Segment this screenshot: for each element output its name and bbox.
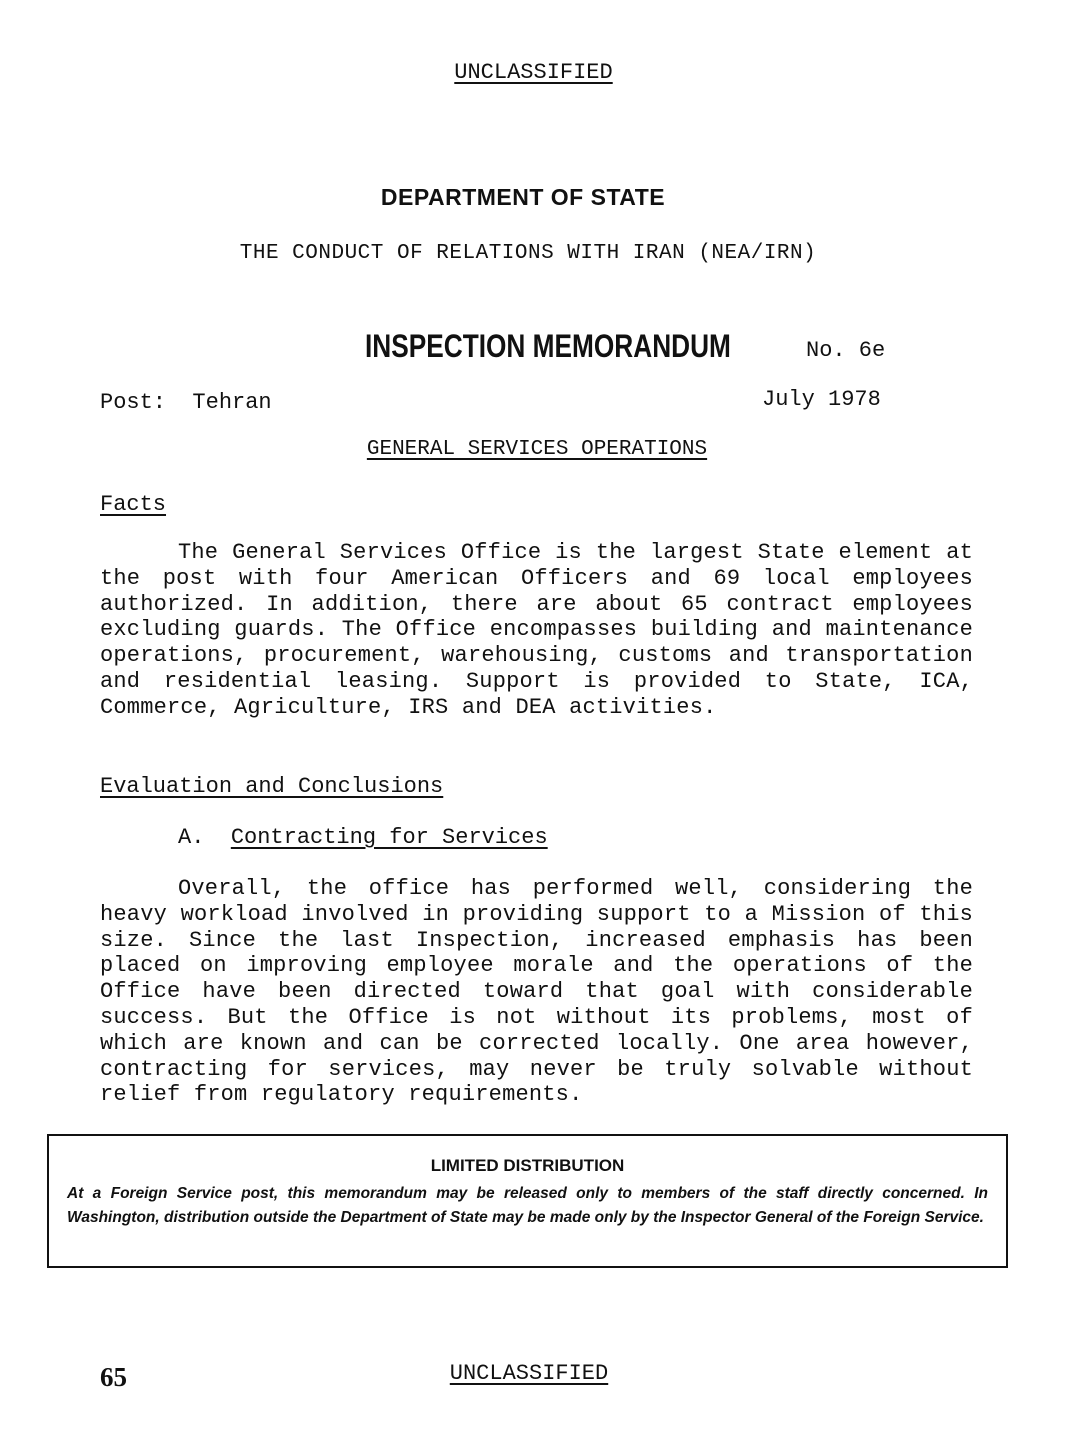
subsection-heading [178, 825, 548, 850]
memo-number: No. 6e [806, 338, 886, 363]
subsection-title: Contracting for Services [230, 825, 548, 850]
memo-date: July 1978 [762, 387, 881, 412]
classification-bottom [0, 1361, 1058, 1386]
classification-bottom-text: UNCLASSIFIED [449, 1361, 609, 1386]
evaluation-paragraph: Overall, the office has performed well, considering the heavy workload involved in providing support to a Mission of this size. Since the last Inspection, increased emphasis has been placed on improving employee morale and the operations of the Office have been directed toward that goal with considerable success. But the Office is not without its problems, most of which are known and can be corrected locally. One area however, contracting for services, may never be truly solvable without relief from regulatory requirements. [100, 876, 973, 1108]
document-subtitle: THE CONDUCT OF RELATIONS WITH IRAN (NEA/IRN) [239, 242, 817, 265]
subsection-label: A. [178, 825, 205, 850]
memo-title: INSPECTION MEMORANDUM [365, 328, 731, 364]
limited-distribution-box [47, 1134, 1008, 1268]
department-heading: DEPARTMENT OF STATE [380, 184, 666, 210]
classification-top [0, 60, 1067, 85]
facts-paragraph: The General Services Office is the largest State element at the post with four American Officers and 69 local employees authorized. In addition, there are about 65 contract employees excluding guards. The Office encompasses building and maintenance operations, procurement, warehousing, customs and transportation and residential leasing. Support is provided to State, ICA, Commerce, Agriculture, IRS and DEA activities. [100, 540, 973, 720]
facts-heading: Facts [100, 492, 167, 517]
section-heading-text: GENERAL SERVICES OPERATIONS [366, 438, 708, 461]
page-number: 65 [100, 1362, 127, 1392]
limited-distribution-title: LIMITED DISTRIBUTION [430, 1156, 625, 1175]
section-heading [0, 438, 1067, 461]
post-line: Post: Tehran [100, 390, 272, 415]
evaluation-heading: Evaluation and Conclusions [100, 774, 444, 799]
classification-top-text: UNCLASSIFIED [454, 60, 613, 85]
limited-distribution-text: At a Foreign Service post, this memorandum may be released only to members of the staff directly concerned. In Washington, distribution outside the Department of State may be made only by the Inspector General of the Foreign Service. [67, 1185, 988, 1226]
